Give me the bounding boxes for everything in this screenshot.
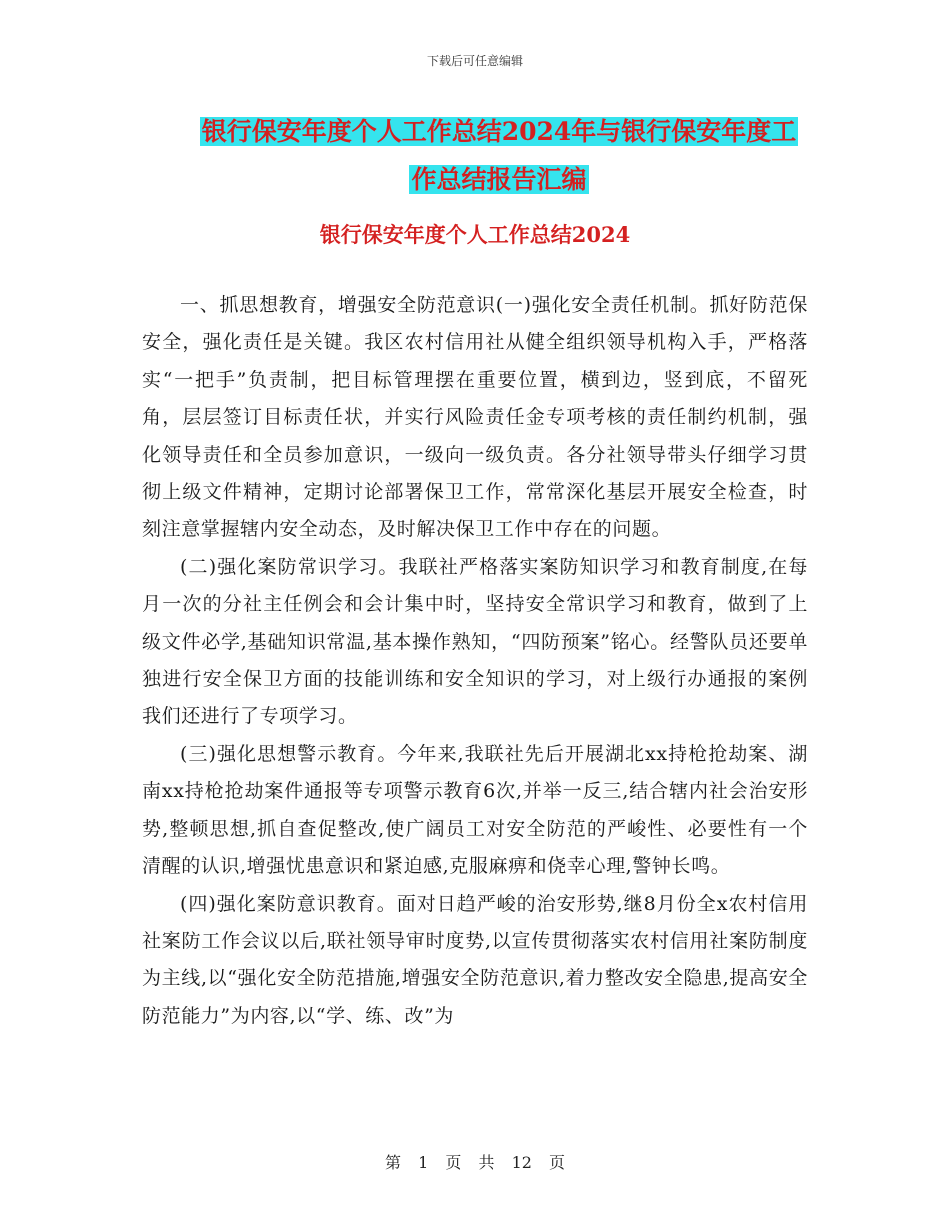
paragraph-4: (四)强化案防意识教育。面对日趋严峻的治安形势,继8月份全x农村信用社案防工作会议以后,联社领导审时度势,以宣传贯彻落实农村信用社案防制度为主线,以“强化安全防范措施,增强安全防范意识,着力整改安全隐患,提高安全防范能力”为内容,以“学、练、改”为 [142, 892, 808, 1027]
footer-page-number: 1 [418, 1153, 429, 1172]
paragraph-3: (三)强化思想警示教育。今年来,我联社先后开展湖北xx持枪抢劫案、湖南xx持枪抢劫案件通报等专项警示教育6次,并举一反三,结合辖内社会治安形势,整顿思想,抓自查促整改,使广阔员工对安全防范的严峻性、必要性有一个清醒的认识,增强忧患意识和紧迫感,克服麻痹和侥幸心理,警钟长鸣。 [142, 742, 808, 878]
section-title: 银行保安年度个人工作总结2024 [319, 222, 631, 247]
document-title-line1: 银行保安年度个人工作总结2024年与银行保安年度工 [201, 117, 797, 146]
footer-label-page: 第 [384, 1153, 401, 1172]
footer-label-total: 共 [478, 1153, 495, 1172]
footer-label-page-unit: 页 [445, 1153, 462, 1172]
footer-total-pages: 12 [511, 1153, 532, 1172]
page-footer [0, 1153, 950, 1173]
footer-label-total-unit: 页 [549, 1153, 566, 1172]
paragraph-1: 一、抓思想教育，增强安全防范意识(一)强化安全责任机制。抓好防范保安全，强化责任是关键。我区农村信用社从健全组织领导机构入手，严格落实“一把手”负责制，把目标管理摆在重要位置，横到边，竖到底，不留死角，层层签订目标责任状，并实行风险责任金专项考核的责任制约机制，强化领导责任和全员参加意识，一级向一级负责。各分社领导带头仔细学习贯彻上级文件精神，定期讨论部署保卫工作，常常深化基层开展安全检查，时刻注意掌握辖内安全动态，及时解决保卫工作中存在的问题。 [142, 294, 808, 541]
document-body [142, 287, 808, 1035]
document-title [188, 108, 810, 204]
document-title-line2: 作总结报告汇编 [411, 165, 587, 194]
page-header-note: 下载后可任意编辑 [426, 54, 523, 68]
paragraph-2: (二)强化案防常识学习。我联社严格落实案防知识学习和教育制度,在每月一次的分社主任例会和会计集中时，坚持安全常识学习和教育，做到了上级文件必学,基础知识常温,基本操作熟知，“四防预案”铭心。经警队员还要单独进行安全保卫方面的技能训练和安全知识的学习，对上级行办通报的案例我们还进行了专项学习。 [142, 555, 808, 728]
